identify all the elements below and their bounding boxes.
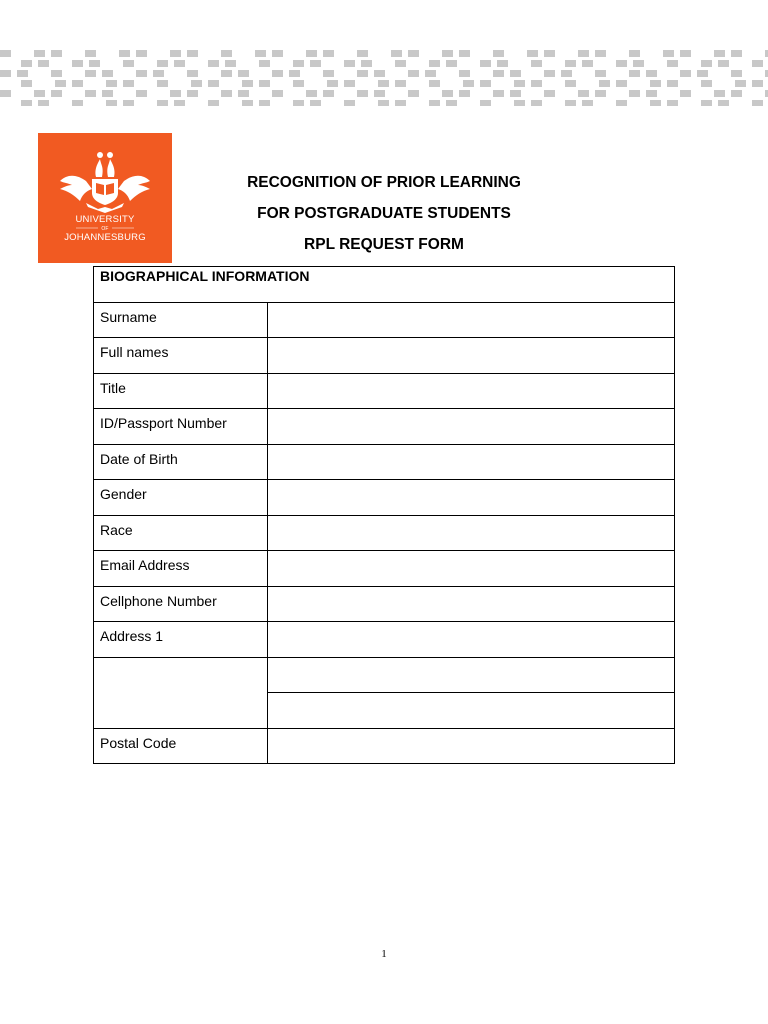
pattern-block xyxy=(289,70,300,77)
pattern-block xyxy=(323,90,334,97)
pattern-block xyxy=(701,60,712,67)
pattern-block xyxy=(714,50,725,57)
pattern-block xyxy=(646,90,657,97)
id-passport-field[interactable] xyxy=(268,409,675,445)
table-row xyxy=(94,480,675,516)
pattern-block xyxy=(123,100,134,106)
field-label-id-passport: ID/Passport Number xyxy=(94,409,268,445)
title-line-2: FOR POSTGRADUATE STUDENTS xyxy=(257,205,511,222)
pattern-block xyxy=(85,50,96,57)
pattern-block xyxy=(187,70,198,77)
pattern-block xyxy=(119,50,130,57)
decorative-header-pattern xyxy=(0,46,768,108)
pattern-block xyxy=(578,90,589,97)
pattern-block xyxy=(221,70,232,77)
pattern-block xyxy=(374,70,385,77)
pattern-block xyxy=(599,80,610,87)
pattern-block xyxy=(293,100,304,106)
pattern-block xyxy=(565,100,576,106)
pattern-block xyxy=(731,50,742,57)
pattern-block xyxy=(310,100,321,106)
pattern-block xyxy=(38,100,49,106)
pattern-block xyxy=(344,60,355,67)
pattern-block xyxy=(85,90,96,97)
table-row xyxy=(94,551,675,587)
field-label-race: Race xyxy=(94,515,268,551)
field-label-gender: Gender xyxy=(94,480,268,516)
title-line-1: RECOGNITION OF PRIOR LEARNING xyxy=(247,174,521,191)
pattern-block xyxy=(55,80,66,87)
pattern-block xyxy=(378,80,389,87)
pattern-block xyxy=(344,100,355,106)
pattern-block xyxy=(0,90,11,97)
pattern-block xyxy=(718,60,729,67)
pattern-block xyxy=(0,70,11,77)
pattern-block xyxy=(408,50,419,57)
pattern-block xyxy=(123,60,134,67)
pattern-block xyxy=(187,90,198,97)
pattern-block xyxy=(293,80,304,87)
pattern-block xyxy=(89,60,100,67)
pattern-block xyxy=(391,50,402,57)
pattern-block xyxy=(752,80,763,87)
pattern-block xyxy=(731,70,742,77)
field-label-surname: Surname xyxy=(94,302,268,338)
pattern-block xyxy=(136,90,147,97)
pattern-block xyxy=(697,70,708,77)
biographical-information-table xyxy=(93,266,675,764)
pattern-block xyxy=(527,50,538,57)
pattern-block xyxy=(293,60,304,67)
pattern-block xyxy=(208,60,219,67)
pattern-block xyxy=(21,60,32,67)
pattern-block xyxy=(208,80,219,87)
table-row xyxy=(94,586,675,622)
pattern-block xyxy=(174,100,185,106)
pattern-block xyxy=(259,60,270,67)
pattern-block xyxy=(395,60,406,67)
pattern-block xyxy=(667,80,678,87)
pattern-block xyxy=(72,100,83,106)
pattern-block xyxy=(106,100,117,106)
pattern-block xyxy=(51,90,62,97)
pattern-block xyxy=(595,70,606,77)
pattern-block xyxy=(208,100,219,106)
pattern-block xyxy=(425,70,436,77)
table-row xyxy=(94,728,675,764)
pattern-block xyxy=(578,50,589,57)
pattern-block xyxy=(565,60,576,67)
pattern-block xyxy=(493,50,504,57)
pattern-block xyxy=(102,90,113,97)
pattern-block xyxy=(378,100,389,106)
pattern-block xyxy=(531,100,542,106)
pattern-block xyxy=(531,80,542,87)
pattern-block xyxy=(259,100,270,106)
address-3-field[interactable] xyxy=(268,693,675,729)
surname-field[interactable] xyxy=(268,302,675,338)
pattern-block xyxy=(327,80,338,87)
pattern-block xyxy=(106,80,117,87)
pattern-block xyxy=(255,50,266,57)
pattern-block xyxy=(17,70,28,77)
pattern-block xyxy=(752,60,763,67)
pattern-block xyxy=(153,70,164,77)
pattern-block xyxy=(493,90,504,97)
pattern-block xyxy=(174,60,185,67)
pattern-block xyxy=(565,80,576,87)
pattern-block xyxy=(680,90,691,97)
pattern-block xyxy=(157,80,168,87)
pattern-block xyxy=(21,100,32,106)
pattern-block xyxy=(480,60,491,67)
pattern-block xyxy=(650,80,661,87)
pattern-block xyxy=(170,50,181,57)
pattern-block xyxy=(191,80,202,87)
pattern-block xyxy=(701,100,712,106)
pattern-block xyxy=(731,90,742,97)
university-crest-icon xyxy=(38,133,172,263)
pattern-block xyxy=(238,90,249,97)
pattern-block xyxy=(459,50,470,57)
email-field[interactable] xyxy=(268,551,675,587)
pattern-block xyxy=(446,60,457,67)
pattern-block xyxy=(408,90,419,97)
pattern-block xyxy=(667,100,678,106)
pattern-block xyxy=(225,60,236,67)
pattern-block xyxy=(0,50,11,57)
pattern-block xyxy=(680,50,691,57)
pattern-block xyxy=(85,70,96,77)
race-field[interactable] xyxy=(268,515,675,551)
pattern-block xyxy=(616,60,627,67)
pattern-block xyxy=(51,50,62,57)
pattern-block xyxy=(701,80,712,87)
pattern-block xyxy=(72,60,83,67)
cellphone-field[interactable] xyxy=(268,586,675,622)
pattern-block xyxy=(510,70,521,77)
address-2-field[interactable] xyxy=(268,657,675,693)
pattern-block xyxy=(582,100,593,106)
pattern-block xyxy=(544,70,555,77)
university-logo xyxy=(38,133,172,263)
table-row xyxy=(94,444,675,480)
pattern-block xyxy=(667,60,678,67)
date-of-birth-field[interactable] xyxy=(268,444,675,480)
pattern-block xyxy=(497,60,508,67)
pattern-block xyxy=(344,80,355,87)
pattern-block xyxy=(357,90,368,97)
pattern-block xyxy=(493,70,504,77)
table-row xyxy=(94,515,675,551)
pattern-block xyxy=(272,70,283,77)
pattern-block xyxy=(561,70,572,77)
pattern-block xyxy=(616,80,627,87)
pattern-block xyxy=(531,60,542,67)
pattern-block xyxy=(323,50,334,57)
table-row xyxy=(94,409,675,445)
pattern-block xyxy=(374,90,385,97)
pattern-block xyxy=(429,60,440,67)
section-title: BIOGRAPHICAL INFORMATION xyxy=(94,267,675,303)
pattern-block xyxy=(459,70,470,77)
title-line-3: RPL REQUEST FORM xyxy=(304,236,464,253)
pattern-block xyxy=(442,50,453,57)
pattern-block xyxy=(680,70,691,77)
pattern-block xyxy=(629,70,640,77)
pattern-block xyxy=(510,90,521,97)
pattern-block xyxy=(714,90,725,97)
pattern-block xyxy=(157,100,168,106)
pattern-block xyxy=(459,90,470,97)
pattern-block xyxy=(51,70,62,77)
pattern-block xyxy=(629,50,640,57)
pattern-block xyxy=(306,50,317,57)
pattern-block xyxy=(735,80,746,87)
pattern-block xyxy=(646,70,657,77)
pattern-block xyxy=(395,80,406,87)
table-row xyxy=(94,338,675,374)
pattern-block xyxy=(242,80,253,87)
pattern-block xyxy=(34,90,45,97)
field-label-address-continued xyxy=(94,657,268,728)
pattern-block xyxy=(272,90,283,97)
address-1-field[interactable] xyxy=(268,622,675,658)
pattern-block xyxy=(38,60,49,67)
postal-code-field[interactable] xyxy=(268,728,675,764)
field-label-address-1: Address 1 xyxy=(94,622,268,658)
section-header-row xyxy=(94,267,675,303)
pattern-block xyxy=(259,80,270,87)
gender-field[interactable] xyxy=(268,480,675,516)
pattern-block xyxy=(663,50,674,57)
field-label-cellphone: Cellphone Number xyxy=(94,586,268,622)
pattern-block xyxy=(187,50,198,57)
pattern-block xyxy=(157,60,168,67)
field-label-title: Title xyxy=(94,373,268,409)
title-field[interactable] xyxy=(268,373,675,409)
logo-university-text: UNIVERSITY xyxy=(75,214,135,225)
pattern-block xyxy=(323,70,334,77)
pattern-block xyxy=(718,100,729,106)
pattern-block xyxy=(72,80,83,87)
field-label-email: Email Address xyxy=(94,551,268,587)
pattern-block xyxy=(221,90,232,97)
pattern-block xyxy=(357,70,368,77)
pattern-block xyxy=(429,100,440,106)
pattern-block xyxy=(136,50,147,57)
pattern-block xyxy=(633,60,644,67)
table-row xyxy=(94,302,675,338)
pattern-block xyxy=(357,50,368,57)
full-names-field[interactable] xyxy=(268,338,675,374)
table-row xyxy=(94,373,675,409)
pattern-block xyxy=(429,80,440,87)
pattern-block xyxy=(238,70,249,77)
field-label-full-names: Full names xyxy=(94,338,268,374)
pattern-block xyxy=(616,100,627,106)
pattern-block xyxy=(123,80,134,87)
pattern-block xyxy=(21,80,32,87)
pattern-block xyxy=(544,50,555,57)
pattern-block xyxy=(650,100,661,106)
pattern-block xyxy=(446,100,457,106)
pattern-block xyxy=(361,60,372,67)
pattern-block xyxy=(595,90,606,97)
form-title-block xyxy=(160,172,608,265)
pattern-block xyxy=(306,90,317,97)
pattern-block xyxy=(514,100,525,106)
table-row xyxy=(94,622,675,658)
pattern-block xyxy=(102,70,113,77)
pattern-block xyxy=(34,50,45,57)
pattern-block xyxy=(310,60,321,67)
pattern-block xyxy=(242,100,253,106)
pattern-block xyxy=(463,80,474,87)
table-row xyxy=(94,657,675,693)
logo-johannesburg-text: JOHANNESBURG xyxy=(64,232,146,243)
pattern-block xyxy=(170,90,181,97)
logo-of-text: OF xyxy=(101,226,109,232)
field-label-date-of-birth: Date of Birth xyxy=(94,444,268,480)
pattern-block xyxy=(480,80,491,87)
pattern-block xyxy=(442,90,453,97)
pattern-block xyxy=(395,100,406,106)
pattern-block xyxy=(514,80,525,87)
pattern-block xyxy=(629,90,640,97)
pattern-block xyxy=(480,100,491,106)
pattern-block xyxy=(595,50,606,57)
field-label-postal-code: Postal Code xyxy=(94,728,268,764)
pattern-block xyxy=(582,60,593,67)
pattern-block xyxy=(408,70,419,77)
pattern-block xyxy=(221,50,232,57)
pattern-block xyxy=(136,70,147,77)
pattern-block xyxy=(752,100,763,106)
page-number: 1 xyxy=(381,948,387,960)
pattern-block xyxy=(272,50,283,57)
pattern-block xyxy=(544,90,555,97)
